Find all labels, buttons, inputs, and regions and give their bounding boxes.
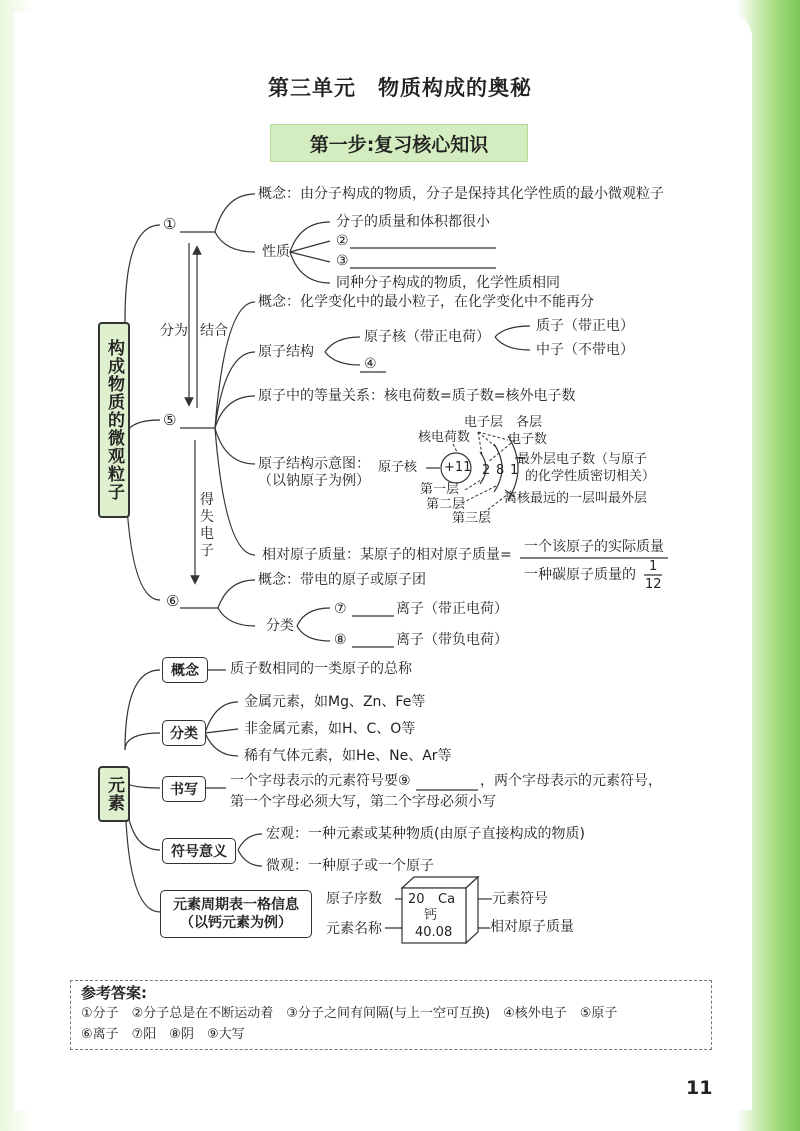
diagram-third-layer: 第三层 xyxy=(452,511,492,526)
diagram-nuclear-charge: +11 xyxy=(444,460,472,475)
ion-positive-blank: ⑦ xyxy=(334,601,347,617)
element-class-metal: 金属元素，如Mg、Zn、Fe等 xyxy=(244,694,426,710)
diagram-nucleus-label: 原子核 xyxy=(378,460,418,475)
element-writing-line1a: 一个字母表示的元素符号要⑨ xyxy=(230,773,411,789)
diagram-layer-label: 电子层 xyxy=(464,415,504,430)
element-writing-line2: 第一个字母必须大写，第二个字母必须小写 xyxy=(230,794,496,810)
answers-line1: ①分子 ②分子总是在不断运动着 ③分子之间有间隔(与上一空可互换) ④核外电子 ⑤原子 xyxy=(81,1006,618,1021)
cell-element-name-label: 元素名称 xyxy=(326,921,382,937)
ion-class-label: 分类 xyxy=(266,618,294,634)
diagram-sub: （以钠原子为例） xyxy=(258,473,370,489)
periodic-box-line2: （以钙元素为例） xyxy=(180,915,292,931)
ion-concept: 概念：带电的原子或原子团 xyxy=(258,572,426,588)
unit-title: 第三单元 物质构成的奥秘 xyxy=(268,76,532,100)
gain-lose-electron-label: 得失电子 xyxy=(200,492,214,559)
element-class-noble: 稀有气体元素，如He、Ne、Ar等 xyxy=(244,748,452,764)
molecule-concept: 概念：由分子构成的物质，分子是保持其化学性质的最小微观粒子 xyxy=(258,186,664,202)
combine-label: 结合 xyxy=(200,323,228,339)
fraction-denominator: 12 xyxy=(645,577,662,592)
periodic-box-line1: 元素周期表一格信息 xyxy=(173,897,299,913)
molecule-node: ① xyxy=(163,215,177,233)
element-side-title: 元素 xyxy=(98,766,130,822)
molecule-property-label: 性质 xyxy=(262,244,290,260)
diagram-shell-3: 1 xyxy=(510,463,519,478)
element-concept-text: 质子数相同的一类原子的总称 xyxy=(230,661,412,677)
neutron-text: 中子（不带电） xyxy=(536,342,634,358)
particles-side-title: 构成物质的微观粒子 xyxy=(98,322,130,518)
diagram-second-layer: 第二层 xyxy=(426,497,466,512)
atom-node: ⑤ xyxy=(163,411,177,429)
element-class-box: 分类 xyxy=(162,720,206,746)
nucleus-text: 原子核（带正电荷） xyxy=(364,329,490,345)
answer-box xyxy=(70,980,712,1050)
diagram-shell-1: 2 xyxy=(482,463,491,478)
equal-relation: 原子中的等量关系：核电荷数=质子数=核外电子数 xyxy=(258,388,576,404)
proton-text: 质子（带正电） xyxy=(536,318,634,334)
diagram-each-layer: 各层 xyxy=(516,415,543,430)
ion-negative-blank: ⑧ xyxy=(334,632,347,648)
relative-mass-numerator: 一个该原子的实际质量 xyxy=(524,539,664,555)
molecule-prop-4: 同种分子构成的物质，化学性质相同 xyxy=(336,275,560,291)
ion-positive-text: 离子（带正电荷） xyxy=(396,601,508,617)
diagram-first-layer: 第一层 xyxy=(420,482,460,497)
element-meaning-box: 符号意义 xyxy=(162,838,236,864)
atom-concept: 概念：化学变化中的最小粒子，在化学变化中不能再分 xyxy=(258,294,594,310)
fraction-numerator: 1 xyxy=(649,559,658,574)
split-label: 分为 xyxy=(160,323,188,339)
ion-node: ⑥ xyxy=(166,592,180,610)
diagram-charge-label: 核电荷数 xyxy=(418,430,471,445)
element-micro-meaning: 微观：一种原子或一个原子 xyxy=(266,858,434,874)
relative-mass-label: 相对原子质量：某原子的相对原子质量= xyxy=(262,547,512,563)
diagram-electron-count: 电子数 xyxy=(508,432,548,447)
answers-title: 参考答案: xyxy=(81,984,147,1002)
atom-structure-label: 原子结构 xyxy=(258,344,314,360)
cell-symbol-label: 元素符号 xyxy=(492,891,548,907)
cell-mass: 40.08 xyxy=(415,925,453,940)
periodic-table-box xyxy=(160,890,312,938)
ion-negative-text: 离子（带负电荷） xyxy=(396,632,508,648)
cell-name: 钙 xyxy=(424,908,438,923)
molecule-prop-2: ② xyxy=(336,233,349,249)
element-macro-meaning: 宏观：一种元素或某种物质(由原子直接构成的物质) xyxy=(266,826,585,842)
cell-mass-label: 相对原子质量 xyxy=(490,919,574,935)
diagram-shell-2: 8 xyxy=(496,463,505,478)
cell-symbol: Ca xyxy=(438,892,456,907)
diagram-outer-electrons-1: 最外层电子数（与原子 xyxy=(517,452,648,467)
cell-atomic-number-label: 原子序数 xyxy=(326,891,382,907)
page-number: 11 xyxy=(686,1077,713,1099)
diagram-outer-electrons-2: 的化学性质密切相关） xyxy=(525,469,656,484)
relative-mass-denominator: 一种碳原子质量的 xyxy=(524,567,636,583)
electron-blank: ④ xyxy=(364,356,377,372)
diagram-label: 原子结构示意图： xyxy=(258,456,370,472)
molecule-prop-3: ③ xyxy=(336,253,349,269)
molecule-prop-1: 分子的质量和体积都很小 xyxy=(336,214,490,230)
element-concept-box: 概念 xyxy=(162,657,208,683)
element-writing-box: 书写 xyxy=(162,776,206,802)
element-writing-line1b: ，两个字母表示的元素符号， xyxy=(480,773,662,789)
diagram-outermost: 离核最远的一层叫最外层 xyxy=(504,491,648,506)
answers-line2: ⑥离子 ⑦阳 ⑧阴 ⑨大写 xyxy=(81,1027,245,1042)
cell-number: 20 xyxy=(408,892,425,907)
step-banner: 第一步:复习核心知识 xyxy=(270,124,528,162)
element-class-nonmetal: 非金属元素，如H、C、O等 xyxy=(244,721,416,737)
